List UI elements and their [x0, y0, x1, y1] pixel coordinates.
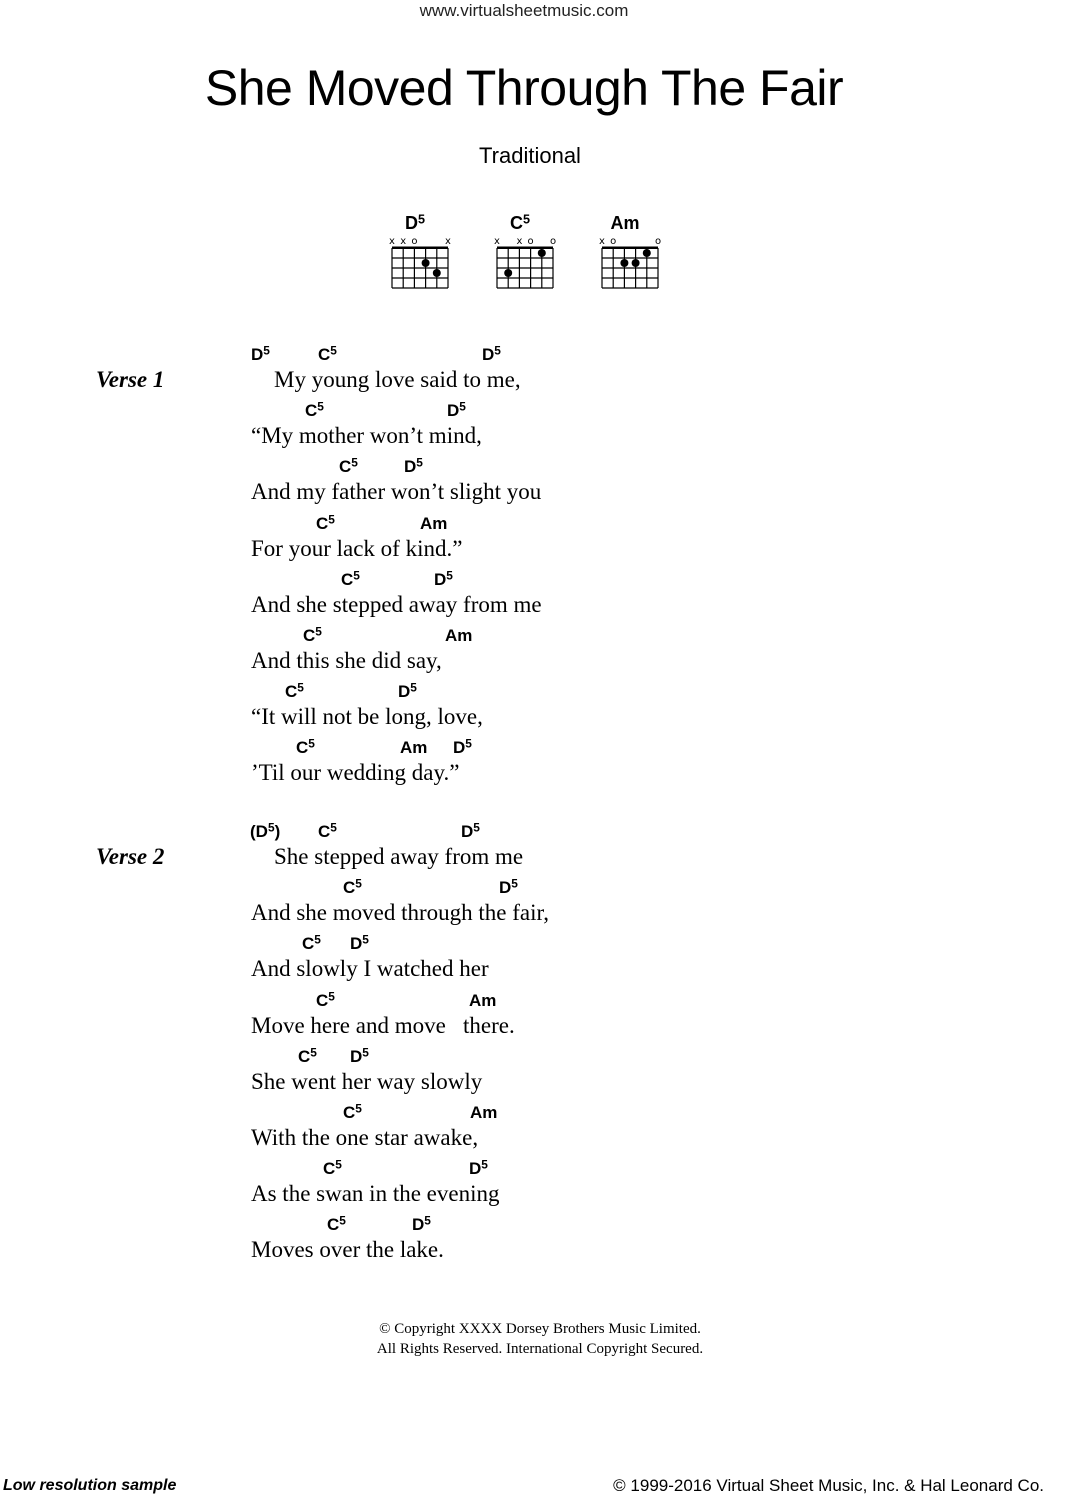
- muted-string-mark: x: [400, 236, 407, 247]
- lyric-line: She stepped away from me: [251, 844, 524, 869]
- chord-symbol: Am: [445, 626, 473, 645]
- chord-symbol: $C^5$: [343, 1101, 362, 1122]
- lyric-line: My young love said to me,: [251, 367, 521, 392]
- chord-symbol: $C^5$: [316, 512, 335, 533]
- muted-string-mark: x: [599, 236, 605, 247]
- song-title: She Moved Through The Fair: [204, 60, 844, 116]
- chord-symbol: $C^5$: [339, 456, 358, 477]
- chord-symbol: $C^5$: [316, 989, 335, 1010]
- muted-string-mark: x: [389, 236, 395, 247]
- low-res-notice: Low resolution sample: [3, 1477, 177, 1494]
- chord-symbol: $C^5$: [327, 1214, 346, 1235]
- chord-symbol: $C^5$: [303, 624, 322, 645]
- chord-symbol: $D^5$: [453, 737, 472, 758]
- muted-string-mark: x: [494, 236, 500, 247]
- verse-label: Verse 2: [96, 844, 165, 869]
- chord-symbol: $C^5$: [343, 876, 362, 898]
- site-url: www.virtualsheetmusic.com: [419, 1, 629, 20]
- finger-dot: [422, 259, 430, 267]
- chord-symbol: $C^5$: [285, 680, 304, 702]
- chord-symbol: $(D^5)$: [250, 820, 281, 841]
- chord-symbol: $C^5$: [298, 1045, 317, 1066]
- lyric-line: Move here and move there.: [251, 1012, 515, 1038]
- chord-symbol: $D^5$: [447, 399, 466, 421]
- open-string-mark: o: [411, 236, 418, 247]
- lyric-line: And slowly I watched her: [251, 956, 489, 982]
- lyric-line: And my father won’t slight you: [251, 479, 542, 505]
- lyric-line: “My mother won’t mind,: [251, 423, 482, 449]
- chord-symbol: $C^5$: [305, 399, 324, 421]
- chord-diagram-name: $C^5$: [509, 212, 530, 233]
- finger-dot: [632, 259, 640, 267]
- chord-diagram-name: Am: [610, 213, 640, 233]
- chord-symbol: $D^5$: [350, 1045, 369, 1066]
- copyright-notice: [0, 1319, 1080, 1359]
- copyright-line-2: All Rights Reserved. International Copyright Secured.: [376, 1341, 704, 1357]
- muted-string-mark: x: [516, 236, 523, 247]
- finger-dot: [538, 249, 546, 257]
- finger-dot: [433, 269, 441, 277]
- fretboard-grid: [380, 236, 450, 292]
- chord-symbol: $C^5$: [302, 933, 321, 954]
- copyright-line-1: © Copyright XXXX Dorsey Brothers Music Limited.: [379, 1321, 701, 1337]
- lyric-line: “It will not be long, love,: [251, 704, 483, 730]
- chord-symbol: $D^5$: [469, 1157, 488, 1179]
- fretboard-grid: [485, 236, 555, 292]
- chord-diagram-c5: [485, 212, 555, 292]
- chord-symbol: $D^5$: [434, 568, 453, 589]
- lyric-line: And this she did say,: [251, 648, 442, 673]
- chord-symbol: $D^5$: [412, 1214, 431, 1235]
- muted-string-mark: x: [445, 236, 451, 247]
- lyric-line: ’Til our wedding day.”: [251, 760, 460, 786]
- chord-symbol: $D^5$: [499, 876, 518, 898]
- chord-symbol: $C^5$: [318, 343, 337, 364]
- chord-symbol: $C^5$: [318, 820, 337, 841]
- lyric-line: And she stepped away from me: [251, 591, 542, 617]
- fretboard-grid: [590, 236, 660, 292]
- open-string-mark: o: [610, 236, 617, 247]
- chord-diagram-d5: [380, 212, 450, 292]
- chord-symbol: $D^5$: [404, 456, 423, 477]
- finger-dot: [643, 249, 651, 257]
- open-string-mark: o: [549, 236, 557, 247]
- chord-diagram-am: [590, 212, 660, 292]
- lyric-line: As the swan in the evening: [251, 1181, 500, 1207]
- chord-diagram-name: $D^5$: [404, 212, 425, 233]
- chord-symbol: Am: [469, 990, 497, 1010]
- composer: Traditional: [479, 143, 581, 168]
- footer-copyright: © 1999-2016 Virtual Sheet Music, Inc. & Hal Leonard Co.: [613, 1476, 1044, 1495]
- finger-dot: [504, 269, 512, 277]
- finger-dot: [620, 259, 628, 267]
- lyric-line: With the one star awake,: [251, 1125, 479, 1150]
- verse-label: Verse 1: [96, 367, 165, 392]
- chord-symbol: Am: [400, 738, 428, 758]
- open-string-mark: o: [654, 236, 662, 247]
- lyric-line: For your lack of kind.”: [251, 535, 463, 561]
- lyric-line: She went her way slowly: [251, 1068, 483, 1094]
- chord-symbol: $D^5$: [251, 343, 270, 364]
- chord-symbol: $C^5$: [296, 737, 315, 758]
- chord-symbol: $D^5$: [398, 680, 417, 702]
- lyric-line: And she moved through the fair,: [251, 900, 550, 926]
- open-string-mark: o: [527, 236, 534, 247]
- chord-symbol: $C^5$: [323, 1157, 342, 1179]
- chord-symbol: $D^5$: [350, 933, 369, 954]
- chord-symbol: Am: [470, 1103, 498, 1122]
- chord-symbol: $C^5$: [341, 568, 360, 589]
- chord-symbol: $D^5$: [482, 343, 501, 364]
- chord-symbol: Am: [420, 513, 448, 533]
- chord-symbol: $D^5$: [461, 820, 480, 841]
- lyric-line: Moves over the lake.: [251, 1237, 444, 1263]
